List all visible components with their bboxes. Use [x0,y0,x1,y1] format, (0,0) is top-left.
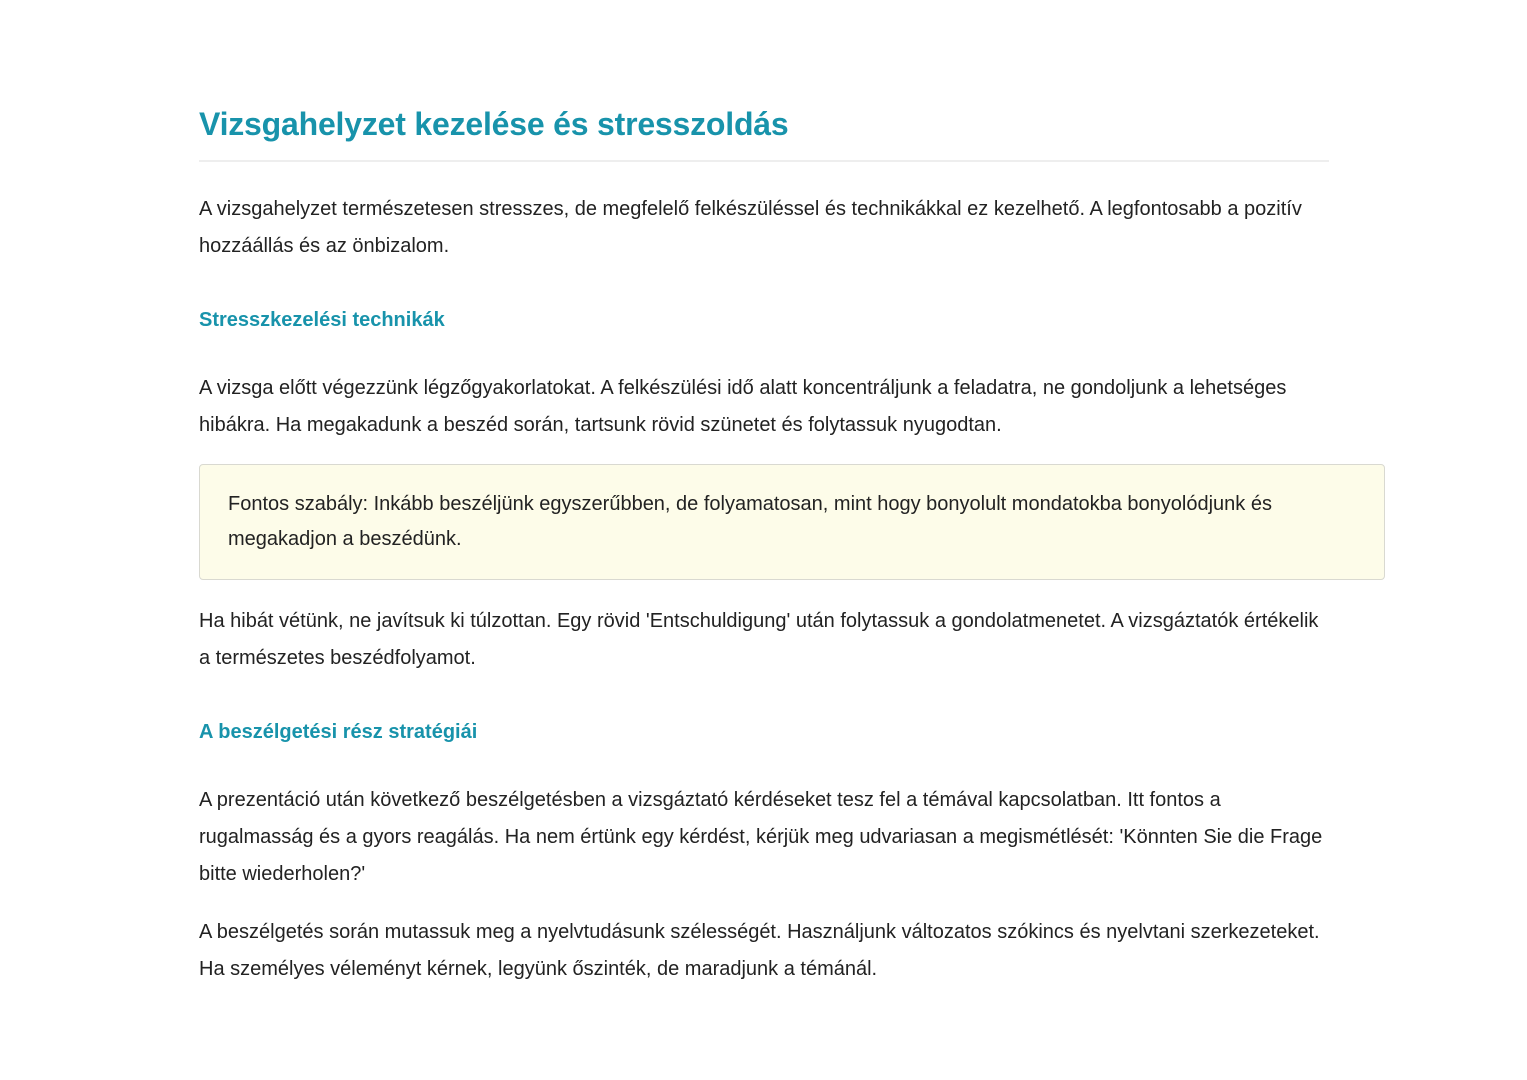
section-heading-stress-techniques: Stresszkezelési technikák [199,309,445,331]
article [199,100,1385,988]
section-paragraph: A vizsga előtt végezzünk légzőgyakorlatokat. A felkészülési idő alatt koncentráljunk a feladatra, ne gondoljunk a lehetséges hibákra. Ha megakadunk a beszéd során, tartsunk rövid szünetet és folytassuk nyugodtan. [199,377,1287,436]
intro-paragraph: A vizsgahelyzet természetesen stresszes, de megfelelő felkészüléssel és technikákkal ez kezelhető. A legfontosabb a pozitív hozzáállás és az önbizalom. [199,198,1302,257]
section-conversation-strategies [199,717,1385,988]
section-paragraph: A prezentáció után következő beszélgetésben a vizsgáztató kérdéseket tesz fel a témával kapcsolatban. Itt fontos a rugalmasság és a gyors reagálás. Ha nem értünk egy kérdést, kérjük meg udvariasan a megismétlését: 'Könnten Sie die Frage bitte wiederholen?' [199,789,1323,885]
section-paragraph: A beszélgetés során mutassuk meg a nyelvtudásunk szélességét. Használjunk változatos szókincs és nyelvtani szerkezeteket. Ha személyes véleményt kérnek, legyünk őszinték, de maradjunk a témánál. [199,921,1320,980]
page-title: Vizsgahelyzet kezelése és stresszoldás [199,106,789,142]
callout-text: Fontos szabály: Inkább beszéljünk egyszerűbben, de folyamatosan, mint hogy bonyolult mondatokba bonyolódjunk és megakadjon a beszédünk. [228,493,1272,550]
important-rule-callout [199,464,1385,580]
section-paragraph: Ha hibát vétünk, ne javítsuk ki túlzottan. Egy rövid 'Entschuldigung' után folytassuk a gondolatmenetet. A vizsgáztatók értékelik a természetes beszédfolyamot. [199,610,1319,669]
section-heading-conversation-strategies: A beszélgetési rész stratégiái [199,721,478,743]
section-stress-techniques [199,305,1385,677]
title-divider [199,160,1329,162]
